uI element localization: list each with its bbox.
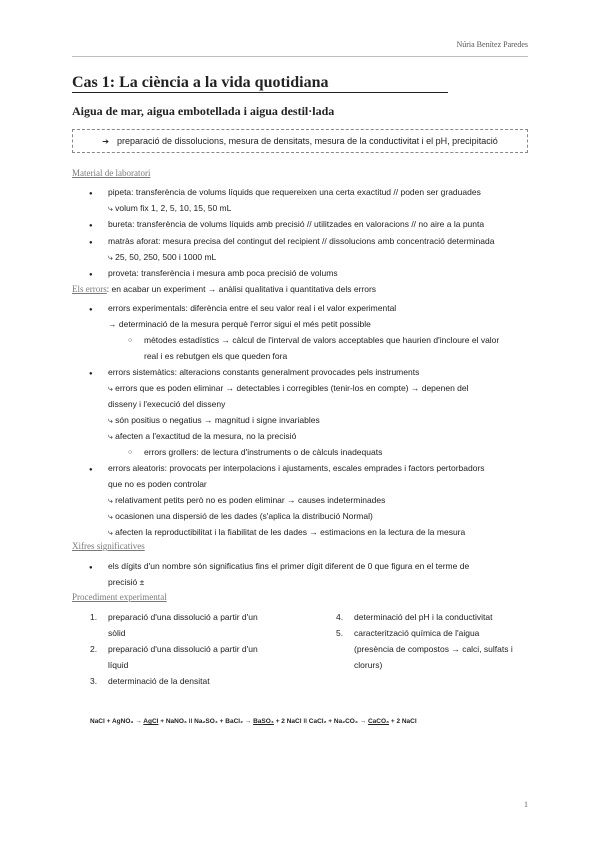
list-item: ⤷ relativament petits però no es poden eliminar → causes indeterminades (108, 495, 386, 505)
formula-text: NaCl + AgNO₃ → (90, 718, 144, 725)
procedure-step: clorurs) (354, 660, 383, 670)
procedure-number: 5. (336, 628, 344, 638)
list-item: ● errors sistemàtics: alteracions constants generalment provocades pels instruments (108, 366, 419, 378)
list-item: ⤷ errors que es poden eliminar → detectables i corregibles (tenir-los en compte) → depenen del (108, 383, 469, 393)
subtitle: Aigua de mar, aigua embotellada i aigua destil·lada (72, 104, 335, 118)
procedure-number: 3. (90, 676, 98, 686)
procedure-number: 4. (336, 612, 344, 622)
section-heading-procediment: Procediment experimental (72, 592, 167, 602)
list-item: ○ errors grollers: de lectura d'instruments o de càlculs inadequats (144, 446, 382, 458)
procedure-step: determinació de la densitat (108, 676, 210, 686)
list-item: ⤷ ocasionen una dispersió de les dades (s'aplica la distribució Normal) (108, 511, 373, 521)
list-item: que no es poden controlar (108, 479, 207, 489)
formula-text: + 2 NaCl (389, 718, 417, 725)
list-item: ● errors aleatoris: provocats per interpolacions i ajustaments, escales emprades i factors pertorbadors (108, 462, 485, 474)
procedure-step: determinació del pH i la conductivitat (354, 612, 493, 622)
errors-intro: : en acabar un experiment → anàlisi qualitativa i quantitativa dels errors (106, 284, 377, 294)
chemical-equations (90, 718, 417, 725)
author-name: Núria Benítez Paredes (456, 40, 528, 49)
errors-heading-line (72, 283, 376, 295)
list-item: ⤷ volum fix 1, 2, 5, 10, 15, 50 mL (108, 203, 232, 213)
procedure-number: 2. (90, 644, 98, 654)
precipitate: BaSO₄ (253, 718, 274, 725)
list-item: ○ mètodes estadístics → càlcul de l'interval de valors acceptables que haurien d'incloure el valor (144, 334, 499, 346)
list-item: → determinació de la mesura perquè l'error sigui el més petit possible (108, 319, 371, 329)
procedure-step: sòlid (108, 628, 126, 638)
list-item: ● pipeta: transferència de volums líquids que requereixen una certa exactitud // poden ser graduades (108, 186, 481, 198)
list-item: ● errors experimentals: diferència entre el seu valor real i el valor experimental (108, 302, 396, 314)
header-divider (72, 56, 528, 57)
arrow-icon: ➔ (102, 136, 109, 146)
list-item: real i es rebutgen els que queden fora (144, 351, 288, 361)
section-heading-material: Material de laboratori (72, 168, 151, 178)
list-item: ● matràs aforat: mesura precisa del contingut del recipient // dissolucions amb concentració determinada (108, 235, 494, 247)
procedure-step: preparació d'una dissolució a partir d'un (108, 644, 258, 654)
precipitate: CaCO₃ (367, 718, 390, 725)
list-item: ⤷ afecten la reproductibilitat i la fiabilitat de les dades → estimacions en la lectura de la mesura (108, 527, 466, 537)
section-heading-xifres: Xifres significatives (72, 541, 145, 551)
list-item: ● proveta: transferència i mesura amb poca precisió de volums (108, 267, 338, 279)
list-item: ● bureta: transferència de volums líquids amb precisió // utilitzades en valoracions // no aire a la punta (108, 218, 484, 230)
list-item: ⤷ són positius o negatius → magnitud i signe invariables (108, 415, 320, 425)
procedure-step: preparació d'una dissolució a partir d'un (108, 612, 258, 622)
procedure-step: líquid (108, 660, 129, 670)
list-item: disseny i l'execució del disseny (108, 399, 226, 409)
list-item: ● els dígits d'un nombre són significatius fins el primer dígit diferent de 0 que figura en el terme de (108, 560, 469, 572)
topics-box (72, 129, 528, 153)
procedure-number: 1. (90, 612, 98, 622)
list-item: ⤷ 25, 50, 250, 500 i 1000 mL (108, 252, 217, 262)
page-number: 1 (524, 800, 528, 809)
procedure-step: (presència de compostos → calci, sulfats i (354, 644, 513, 654)
list-item: ⤷ afecten a l'exactitud de la mesura, no la precisió (108, 431, 297, 441)
topics-text: preparació de dissolucions, mesura de densitats, mesura de la conductivitat i el pH, precipitació (117, 136, 498, 146)
formula-text: + NaNO₃ ǀǀ Na₂SO₄ + BaCl₂ → (158, 718, 254, 725)
formula-text: + 2 NaCl ǀǀ CaCl₂ + Na₂CO₃ → (273, 718, 368, 725)
precipitate: AgCl (143, 718, 159, 725)
section-heading-errors: Els errors (72, 284, 107, 294)
page-title: Cas 1: La ciència a la vida quotidiana (72, 74, 448, 93)
list-item: precisió ± (108, 577, 145, 587)
procedure-step: caracterització química de l'aigua (354, 628, 480, 638)
